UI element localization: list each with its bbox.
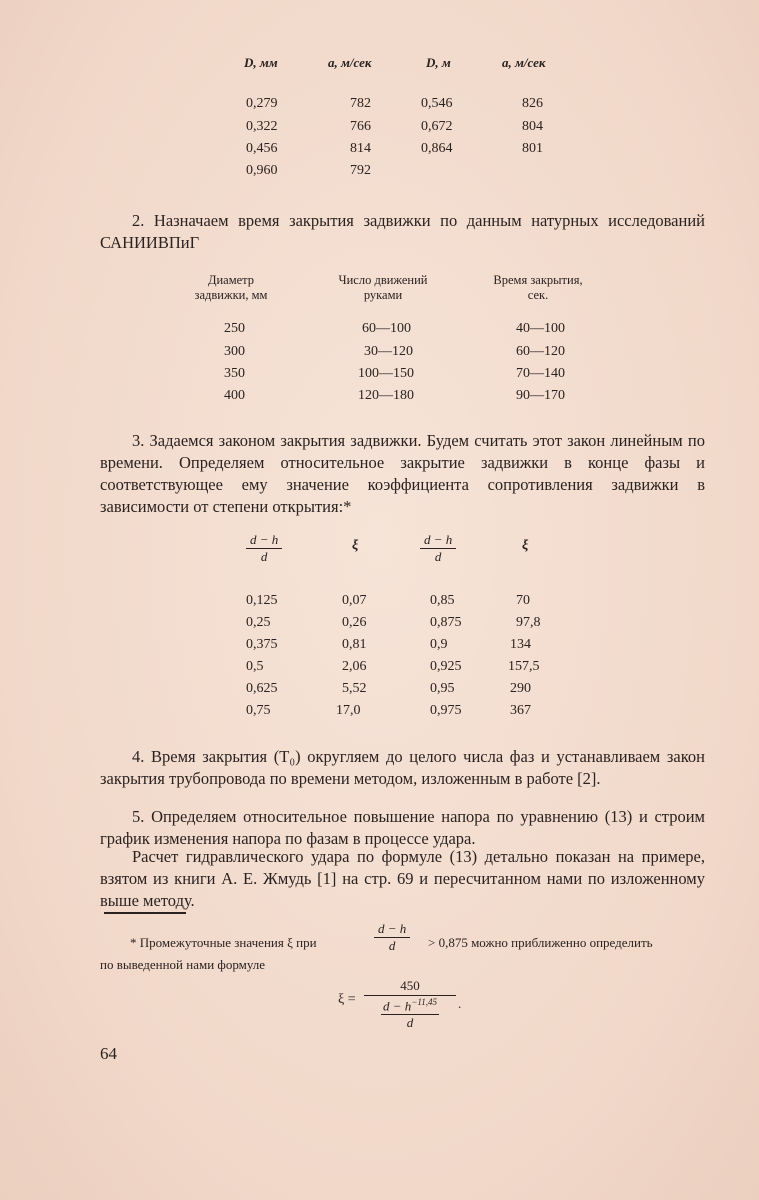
table1-cell: 0,960 bbox=[246, 163, 278, 178]
table3-cell: 0,75 bbox=[246, 703, 271, 718]
footnote-text-2: > 0,875 можно приближенно определить bbox=[428, 935, 653, 950]
table2-header-moves: Число движений руками bbox=[338, 273, 428, 302]
table3-cell: 0,125 bbox=[246, 593, 278, 608]
table2-cell: 60—100 bbox=[362, 321, 411, 336]
paragraph-5: 5. Определяем относительное повышение напора по уравнению (13) и строим график изменения напора по фазам в процессе удара. bbox=[100, 807, 705, 848]
table3-cell: 0,07 bbox=[342, 593, 367, 608]
table2-cell: 40—100 bbox=[516, 321, 565, 336]
table1-cell: 0,279 bbox=[246, 96, 278, 111]
ratio-denominator: d bbox=[260, 549, 268, 564]
table3-header-ratio bbox=[246, 532, 282, 565]
table2-cell: 100—150 bbox=[358, 366, 414, 381]
table1-cell: 782 bbox=[350, 96, 371, 111]
paragraph-3: 3. Задаемся законом закрытия задвижки. Будем считать этот закон линейным по времени. Определяем относительное закрытие задвижки в конце фазы и соответствующее ему значение коэффициента сопротивления задвижки в зависимости от степени открытия:* bbox=[100, 431, 705, 516]
table1-header-d-mm: D, мм bbox=[244, 55, 278, 70]
table2-header-time: Время закрытия, сек. bbox=[493, 273, 583, 302]
table1-header-d-m: D, м bbox=[426, 55, 451, 70]
table1-cell: 814 bbox=[350, 141, 371, 156]
table1-cell: 801 bbox=[522, 141, 543, 156]
table3-cell: 97,8 bbox=[516, 615, 541, 630]
table3-header-ratio-2 bbox=[420, 532, 456, 565]
paragraph-6: Расчет гидравлического удара по формуле (13) детально показан на примере, взятом из книги А. Е. Жмудь [1] на стр. 69 и пересчитанном нами по изложенному выше методу. bbox=[100, 847, 705, 910]
table3-cell: 2,06 bbox=[342, 659, 367, 674]
table1-cell: 0,322 bbox=[246, 119, 278, 134]
table3-cell: 0,925 bbox=[430, 659, 462, 674]
table3-cell: 290 bbox=[510, 681, 531, 696]
table3-header-xi-2: ξ bbox=[522, 538, 529, 553]
ratio-numerator: d − h bbox=[374, 921, 410, 938]
table1-cell: 792 bbox=[350, 163, 371, 178]
paragraph-2: 2. Назначаем время закрытия задвижки по данным натурных исследований САНИИВПиГ bbox=[100, 211, 705, 252]
table3-cell: 0,625 bbox=[246, 681, 278, 696]
formula-lhs: ξ = bbox=[338, 992, 356, 1007]
table3-cell: 5,52 bbox=[342, 681, 367, 696]
table1-cell: 0,456 bbox=[246, 141, 278, 156]
table2-cell: 250 bbox=[224, 321, 245, 336]
formula-exponent: −11,45 bbox=[411, 997, 437, 1007]
table3-header-xi: ξ bbox=[352, 538, 359, 553]
ratio-numerator: d − h bbox=[420, 532, 456, 549]
table3-cell: 0,975 bbox=[430, 703, 462, 718]
formula-fraction bbox=[364, 978, 456, 1031]
table3-cell: 70 bbox=[516, 593, 530, 608]
table3-cell: 0,5 bbox=[246, 659, 264, 674]
formula-numerator: 450 bbox=[364, 978, 456, 996]
table2-cell: 60—120 bbox=[516, 344, 565, 359]
table2-header-diameter: Диаметр задвижки, мм bbox=[194, 273, 268, 302]
formula-end: . bbox=[458, 996, 462, 1011]
table3-cell: 17,0 bbox=[336, 703, 361, 718]
footnote-inline-fraction bbox=[374, 921, 410, 954]
footnote-text-3: по выведенной нами формуле bbox=[100, 957, 266, 972]
table3-cell: 367 bbox=[510, 703, 531, 718]
table1-cell: 0,672 bbox=[421, 119, 453, 134]
formula-den-num: d − h bbox=[383, 998, 412, 1014]
ratio-numerator: d − h bbox=[246, 532, 282, 549]
table3-cell: 0,26 bbox=[342, 615, 367, 630]
table3-cell: 134 bbox=[510, 637, 531, 652]
ratio-denominator: d bbox=[434, 549, 442, 564]
table1-cell: 0,864 bbox=[421, 141, 453, 156]
table2-cell: 300 bbox=[224, 344, 245, 359]
table3-cell: 157,5 bbox=[508, 659, 540, 674]
table1-cell: 766 bbox=[350, 119, 371, 134]
table3-cell: 0,85 bbox=[430, 593, 455, 608]
table1-cell: 0,546 bbox=[421, 96, 453, 111]
table1-cell: 804 bbox=[522, 119, 543, 134]
table2-cell: 400 bbox=[224, 388, 245, 403]
table2-cell: 90—170 bbox=[516, 388, 565, 403]
ratio-denominator: d bbox=[388, 938, 396, 953]
table3-cell: 0,375 bbox=[246, 637, 278, 652]
table1-header-a1: a, м/сек bbox=[328, 55, 372, 70]
table3-cell: 0,25 bbox=[246, 615, 271, 630]
paragraph-4: 4. Время закрытия (T₀) округляем до целого числа фаз и устанавливаем закон закрытия трубопровода по времени методом, изложенным в работе [2]. bbox=[100, 747, 705, 788]
footnote-text-1: * Промежуточные значения ξ при bbox=[130, 935, 317, 950]
table1-cell: 826 bbox=[522, 96, 543, 111]
table1-header-a2: a, м/сек bbox=[502, 55, 546, 70]
table3-cell: 0,9 bbox=[430, 637, 448, 652]
table2-cell: 350 bbox=[224, 366, 245, 381]
footnote-separator bbox=[104, 912, 186, 914]
formula-denominator bbox=[381, 996, 439, 1031]
formula-den-den: d bbox=[406, 1015, 414, 1031]
table3-cell: 0,81 bbox=[342, 637, 367, 652]
table2-cell: 30—120 bbox=[364, 344, 413, 359]
table2-cell: 70—140 bbox=[516, 366, 565, 381]
table3-cell: 0,95 bbox=[430, 681, 455, 696]
table2-cell: 120—180 bbox=[358, 388, 414, 403]
table3-cell: 0,875 bbox=[430, 615, 462, 630]
page-number: 64 bbox=[100, 1044, 117, 1063]
